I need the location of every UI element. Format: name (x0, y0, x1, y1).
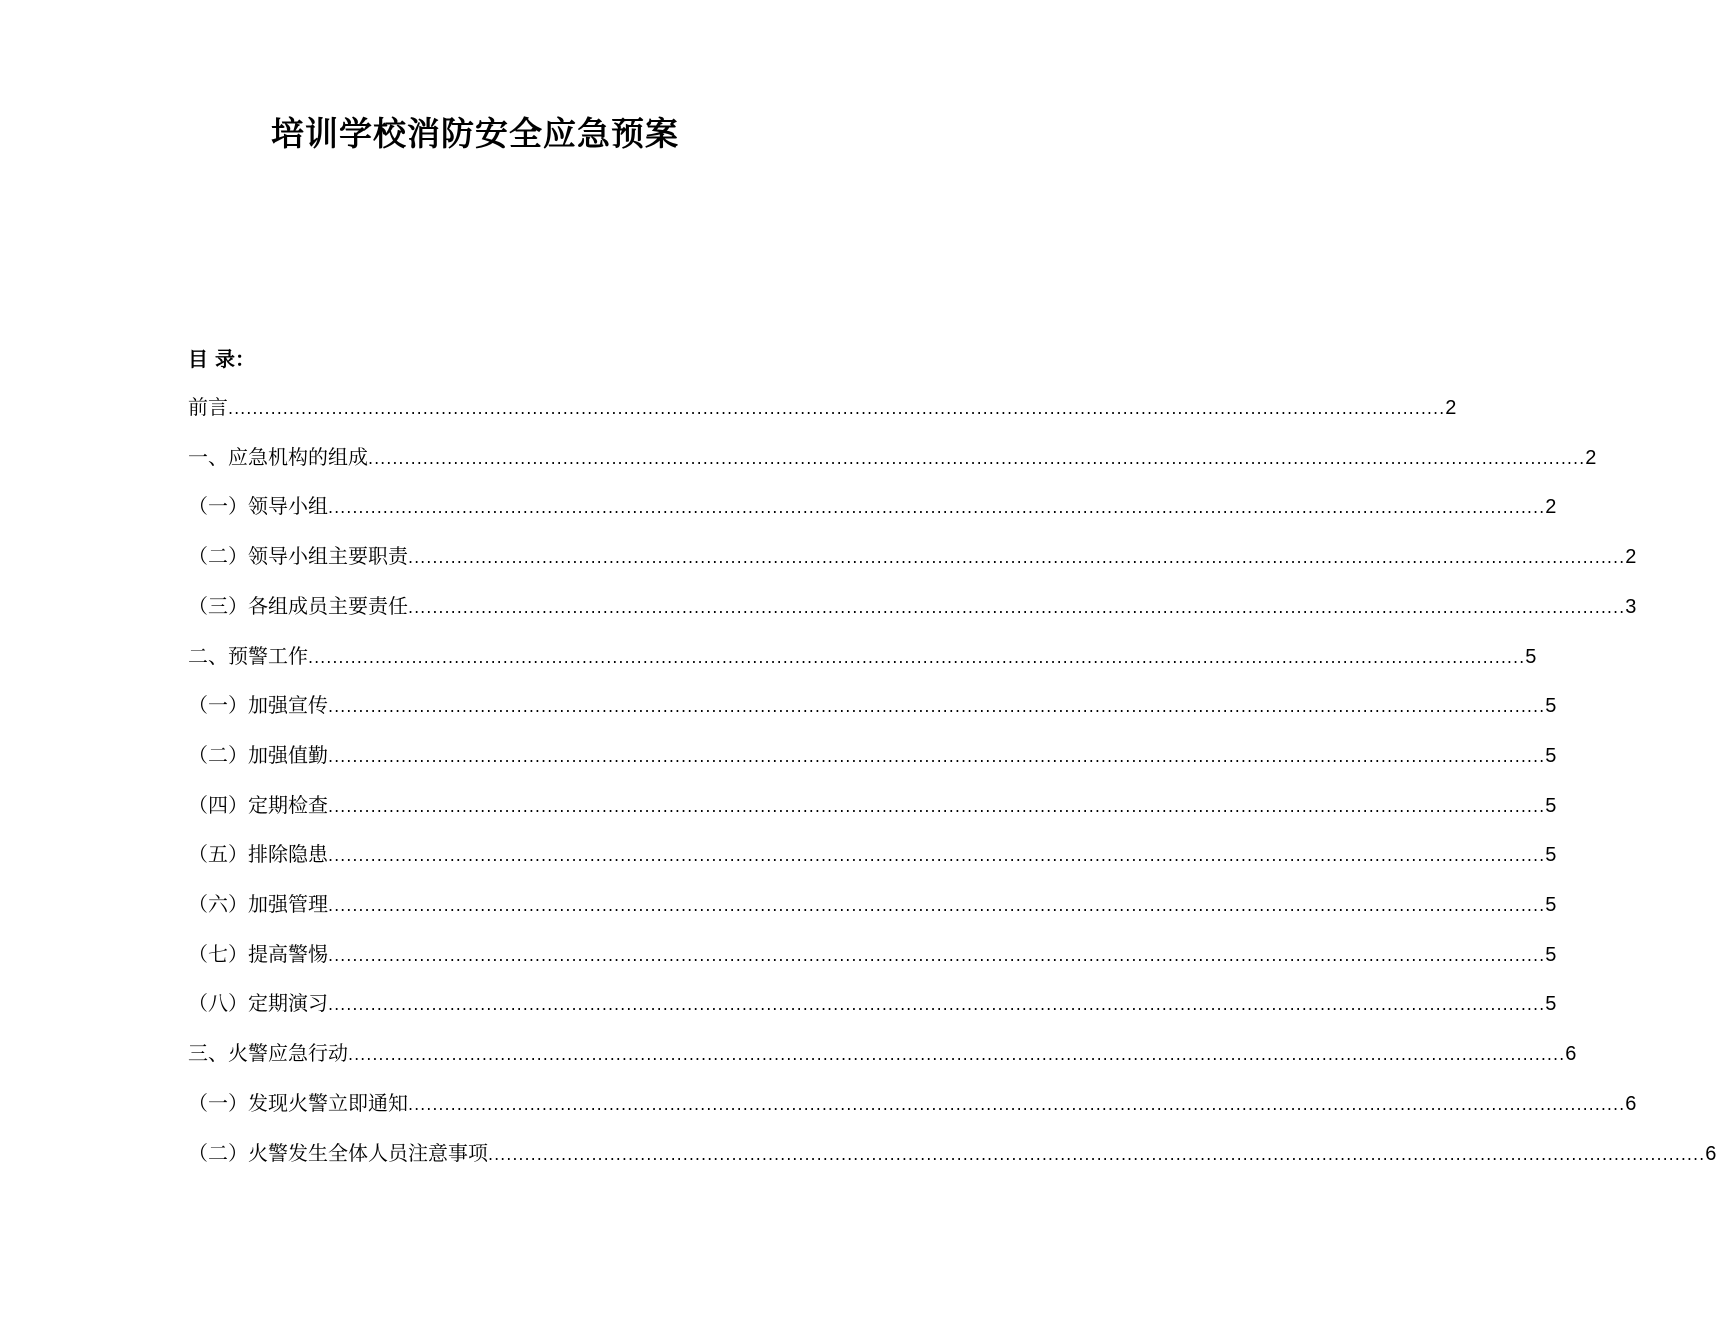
toc-entry-label: （四）定期检查 (188, 792, 328, 817)
toc-entry (188, 988, 1557, 1018)
toc-entry-label: （三）各组成员主要责任 (188, 593, 408, 618)
toc-dot-leader: ........................................................................................................................................................................................................ (328, 498, 1546, 518)
toc-entry-label: （一）发现火警立即通知 (188, 1090, 408, 1115)
toc-entry-page: 5 (1545, 993, 1557, 1016)
toc-entry (188, 641, 1537, 671)
toc-entry-label: 前言 (188, 395, 228, 419)
toc-entry-page: 2 (1545, 496, 1557, 519)
document-title: 培训学校消防安全应急预案 (271, 114, 679, 153)
toc-dot-leader: ........................................................................................................................................................................................................ (328, 846, 1546, 866)
toc-entry (188, 442, 1597, 472)
toc-entry-page: 5 (1545, 744, 1557, 767)
toc-entry-page: 6 (1705, 1142, 1716, 1165)
toc-entry-page: 5 (1545, 844, 1557, 867)
toc-entry-page: 2 (1625, 546, 1637, 569)
toc-entry (188, 1038, 1577, 1068)
toc-entry (188, 740, 1557, 770)
toc-dot-leader: ........................................................................................................................................................................................................ (228, 399, 1446, 418)
toc-dot-leader: ........................................................................................................................................................................................................ (368, 448, 1586, 468)
toc-entry-label: 三、火警应急行动 (188, 1041, 348, 1066)
toc-entry (188, 889, 1557, 919)
toc-entry (188, 1088, 1637, 1118)
toc-entry (188, 790, 1557, 820)
toc-dot-leader: ........................................................................................................................................................................................................ (408, 1094, 1626, 1114)
toc-heading: 目 录： (188, 347, 255, 371)
toc-entry-label: （二）领导小组主要职责 (188, 544, 408, 569)
toc-entry-label: （一）加强宣传 (188, 693, 328, 718)
toc-entry (188, 839, 1557, 869)
toc-entry-page: 5 (1545, 695, 1557, 718)
toc-dot-leader: ........................................................................................................................................................................................................ (408, 597, 1626, 617)
toc-entry (188, 591, 1637, 621)
toc-dot-leader: ........................................................................................................................................................................................................ (308, 647, 1526, 667)
toc-entry-label: （一）领导小组 (188, 494, 328, 519)
toc-dot-leader: ........................................................................................................................................................................................................ (408, 548, 1626, 568)
toc-entry (188, 541, 1637, 571)
toc-dot-leader: ........................................................................................................................................................................................................ (328, 896, 1546, 915)
toc-dot-leader: ........................................................................................................................................................................................................ (488, 1144, 1706, 1164)
toc-dot-leader: ........................................................................................................................................................................................................ (328, 945, 1546, 965)
toc-entry-label: （七）提高警惕 (188, 941, 328, 966)
toc-entry (188, 491, 1557, 521)
toc-entry-page: 6 (1565, 1043, 1577, 1066)
toc-entry-label: （二）加强值勤 (188, 742, 328, 767)
toc-entry-label: （八）定期演习 (188, 991, 328, 1016)
toc-entry (188, 690, 1557, 720)
toc-entry-page: 5 (1545, 894, 1557, 916)
toc-entry-page: 5 (1545, 943, 1557, 966)
toc-entry-label: （二）火警发生全体人员注意事项 (188, 1140, 488, 1165)
toc-dot-leader: ........................................................................................................................................................................................................ (348, 1045, 1566, 1065)
toc-entry-page: 2 (1585, 446, 1597, 469)
toc-entry-page: 3 (1625, 595, 1637, 618)
toc-entry (188, 939, 1557, 969)
toc-entry-page: 2 (1445, 397, 1457, 419)
toc-entry-label: 一、应急机构的组成 (188, 444, 368, 469)
toc-entry-page: 5 (1545, 794, 1557, 817)
toc-entry (188, 1138, 1716, 1168)
toc-dot-leader: ........................................................................................................................................................................................................ (328, 697, 1546, 717)
toc-dot-leader: ........................................................................................................................................................................................................ (328, 746, 1546, 766)
toc-entry-label: 二、预警工作 (188, 643, 308, 668)
toc-entry-page: 5 (1525, 645, 1537, 668)
toc-entry-page: 6 (1625, 1092, 1637, 1115)
toc-entry-label: （五）排除隐患 (188, 842, 328, 867)
toc-entry (188, 392, 1457, 422)
toc-dot-leader: ........................................................................................................................................................................................................ (328, 995, 1546, 1015)
toc-dot-leader: ........................................................................................................................................................................................................ (328, 796, 1546, 816)
toc-entry-label: （六）加强管理 (188, 892, 328, 916)
